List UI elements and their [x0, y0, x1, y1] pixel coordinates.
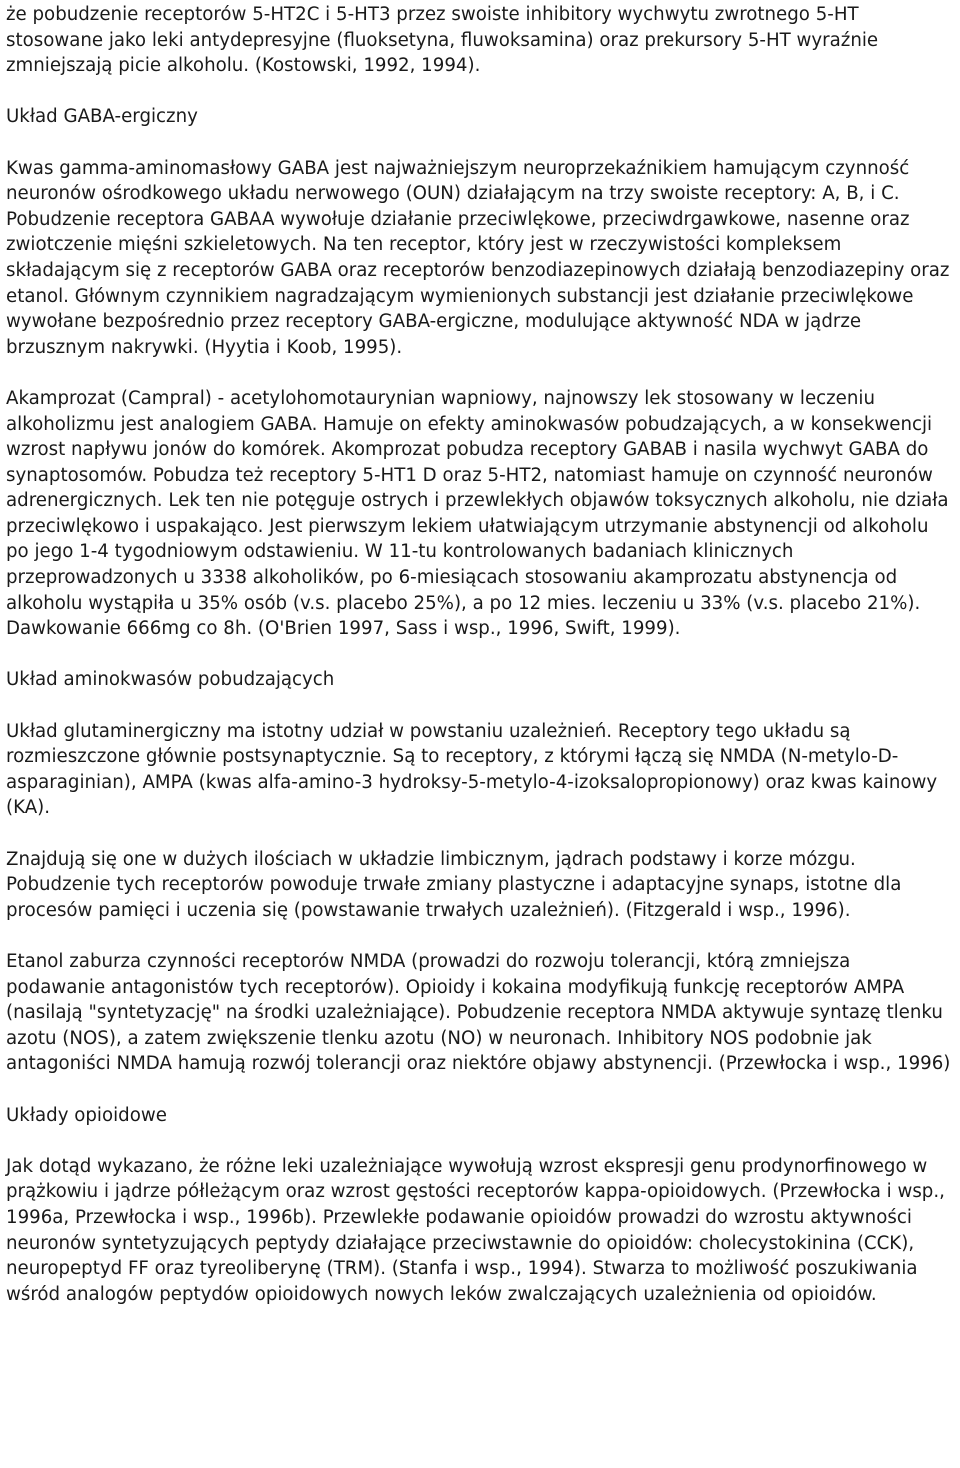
paragraph-limbiczny: Znajdują się one w dużych ilościach w układzie limbicznym, jądrach podstawy i korze mózgu. Pobudzenie tych receptorów powoduje trwałe zmiany plastyczne i adaptacyjne synaps, istotne dla procesów pamięci i uczenia się (powstawanie trwałych uzależnień). (Fitzgerald i wsp., 1996). — [6, 848, 902, 921]
section-heading-opioidy: Układy opioidowe — [6, 1104, 167, 1126]
paragraph-etanol-nmda: Etanol zaburza czynności receptorów NMDA (prowadzi do rozwoju tolerancji, którą zmniejsza podawanie antagonistów tych receptorów). Opioidy i kokaina modyfikują funkcję receptorów AMPA (nasilają "syntetyzację" na środki uzależniające). Pobudzenie receptora NMDA aktywuje syntazę tlenku azotu (NOS), a zatem zwiększenie tlenku azotu (NO) w neuronach. Inhibitory NOS podobnie jak antagoniści NMDA hamują rozwój tolerancji oraz niektóre objawy abstynencji. (Przewłocka i wsp., 1996) — [6, 950, 951, 1075]
paragraph-gaba: Kwas gamma-aminomasłowy GABA jest najważniejszym neuroprzekaźnikiem hamującym czynność neuronów ośrodkowego układu nerwowego (OUN) działającym na trzy swoiste receptory: A, B, i C. Pobudzenie receptora GABAA wywołuje działanie przeciwlękowe, przeciwdrgawkowe, nasenne oraz zwiotczenie mięśni szkieletowych. Na ten receptor, który jest w rzeczywistości kompleksem składającym się z receptorów GABA oraz receptorów benzodiazepinowych działają benzodiazepiny oraz etanol. Głównym czynnikiem nagradzającym wymienionych substancji jest działanie przeciwlękowe wywołane bezpośrednio przez receptory GABA-ergiczne, modulujące aktywność NDA w jądrze brzusznym nakrywki. (Hyytia i Koob, 1995). — [6, 157, 950, 358]
section-heading-gaba: Układ GABA-ergiczny — [6, 106, 198, 128]
paragraph-glutaminergiczny: Układ glutaminergiczny ma istotny udział w powstaniu uzależnień. Receptory tego układu są rozmieszczone głównie postsynaptycznie. Są to receptory, z którymi łączą się NMDA (N-metylo-D-asparaginian), AMPA (kwas alfa-amino-3 hydroksy-5-metylo-4-izoksalopropionowy) oraz kwas kainowy (KA). — [6, 720, 938, 819]
section-heading-aminokwasy: Układ aminokwasów pobudzających — [6, 669, 335, 691]
paragraph-opioidy: Jak dotąd wykazano, że różne leki uzależniające wywołują wzrost ekspresji genu prodynorfinowego w prążkowiu i jądrze półleżącym oraz wzrost gęstości receptorów kappa-opioidowych. (Przewłocka i wsp., 1996a, Przewłocka i wsp., 1996b). Przewlekłe podawanie opioidów prowadzi do wzrostu aktywności neuronów syntetyzujących peptydy działające przeciwstawnie do opioidów: cholecystokinina (CCK), neuropeptyd FF oraz tyreoliberynę (TRM). (Stanfa i wsp., 1994). Stwarza to możliwość poszukiwania wśród analogów peptydów opioidowych nowych leków zwalczających uzależnienia od opioidów. — [6, 1155, 945, 1305]
paragraph-serotonin-continuation: że pobudzenie receptorów 5-HT2C i 5-HT3 przez swoiste inhibitory wychwytu zwrotnego 5-HT stosowane jako leki antydepresyjne (fluoksetyna, fluwoksamina) oraz prekursory 5-HT wyraźnie zmniejszają picie alkoholu. (Kostowski, 1992, 1994). — [6, 4, 879, 77]
paragraph-akamprozat: Akamprozat (Campral) - acetylohomotaurynian wapniowy, najnowszy lek stosowany w leczeniu alkoholizmu jest analogiem GABA. Hamuje on efekty aminokwasów pobudzających, a w konsekwencji wzrost napływu jonów do komórek. Akomprozat pobudza receptory GABAB i nasila wychwyt GABA do synaptosomów. Pobudza też receptory 5-HT1 D oraz 5-HT2, natomiast hamuje on czynność neuronów adrenergicznych. Lek ten nie potęguje ostrych i przewlekłych objawów toksycznych alkoholu, nie działa przeciwlękowo i uspakająco. Jest pierwszym lekiem ułatwiającym utrzymanie abstynencji od alkoholu po jego 1-4 tygodniowym odstawieniu. W 11-tu kontrolowanych badaniach klinicznych przeprowadzonych u 3338 alkoholików, po 6-miesiącach stosowaniu akamprozatu abstynencja od alkoholu wystąpiła u 35% osób (v.s. placebo 25%), a po 12 mies. leczeniu u 33% (v.s. placebo 21%). Dawkowanie 666mg co 8h. (O'Brien 1997, Sass i wsp., 1996, Swift, 1999). — [6, 387, 949, 640]
